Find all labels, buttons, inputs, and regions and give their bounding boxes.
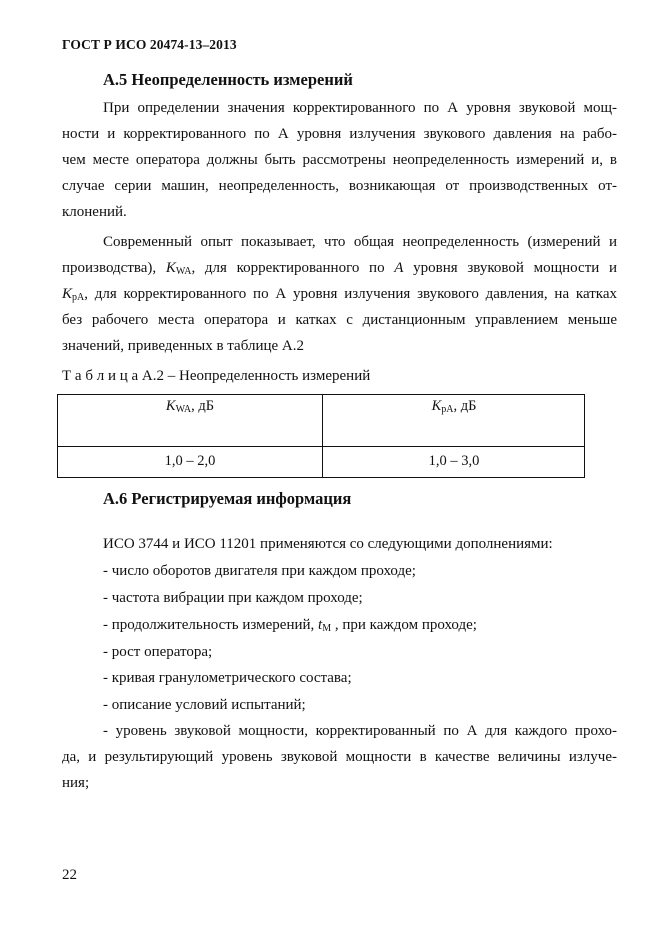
list-item: - описание условий испытаний; — [103, 697, 306, 713]
table-caption: Т а б л и ц а А.2 – Неопределенность измерений — [62, 368, 371, 384]
section-a6-intro: ИСО 3744 и ИСО 11201 применяются со следующими дополнениями: — [103, 536, 553, 552]
list-item-sound-power — [62, 718, 617, 796]
table-header-kpa: $K_{pA}$, дБ — [431, 398, 477, 415]
paragraph-line: значений, приведенных в таблице А.2 — [62, 338, 304, 354]
table-cell-kpa-value: 1,0 – 3,0 — [428, 453, 480, 469]
list-item: - частота вибрации при каждом проходе; — [103, 590, 363, 606]
page-number: 22 — [62, 867, 77, 883]
paragraph-line: ния; — [62, 775, 90, 791]
paragraph-line: - уровень звуковой мощности, корректированный по А для каждого прохо- — [103, 723, 617, 739]
list-item: - рост оператора; — [103, 644, 213, 660]
list-item-duration: - продолжительность измерений, $t_M$ , при каждом проходе; — [103, 617, 477, 634]
table-row-divider — [58, 446, 584, 447]
table-header-kwa: $K_{WA}$, дБ — [165, 398, 215, 415]
paragraph-line: чем месте оператора должны быть рассмотрены неопределенность измерений и, в — [62, 152, 617, 168]
paragraph-line: $K_{pA}$, для корректированного по А уровня излучения звукового давления, на катках — [62, 286, 617, 303]
section-a6-heading: А.6 Регистрируемая информация — [103, 489, 352, 508]
paragraph-line: без рабочего места оператора и катках с дистанционным управлением меньше — [62, 312, 617, 328]
paragraph-line: Современный опыт показывает, что общая неопределенность (измерений и — [103, 234, 617, 250]
uncertainty-table — [57, 394, 585, 478]
section-a5-paragraph-1 — [62, 95, 617, 225]
paragraph-line: При определении значения корректированного по А уровня звуковой мощ- — [103, 100, 617, 116]
paragraph-line: да, и результирующий уровень звуковой мощности в качестве величины излуче- — [62, 749, 617, 765]
k-pa-symbol: K — [62, 286, 73, 302]
paragraph-line: клонений. — [62, 204, 127, 220]
paragraph-line: случае серии машин, неопределенность, возникающая от производственных от- — [62, 178, 617, 194]
list-item: - кривая гранулометрического состава; — [103, 670, 352, 686]
table-cell-kwa-value: 1,0 – 2,0 — [164, 453, 216, 469]
k-wa-symbol: K — [165, 260, 176, 276]
document-header: ГОСТ Р ИСО 20474-13–2013 — [62, 37, 237, 52]
paragraph-line: производства), $K_{WA}$, для корректированного по А уровня звуковой мощности и — [62, 260, 618, 277]
list-item: - число оборотов двигателя при каждом проходе; — [103, 563, 416, 579]
paragraph-line: ности и корректированного по А уровня излучения звукового давления на рабо- — [62, 126, 617, 142]
section-a5-heading: А.5 Неопределенность измерений — [103, 70, 353, 89]
section-a5-paragraph-2 — [62, 229, 617, 359]
